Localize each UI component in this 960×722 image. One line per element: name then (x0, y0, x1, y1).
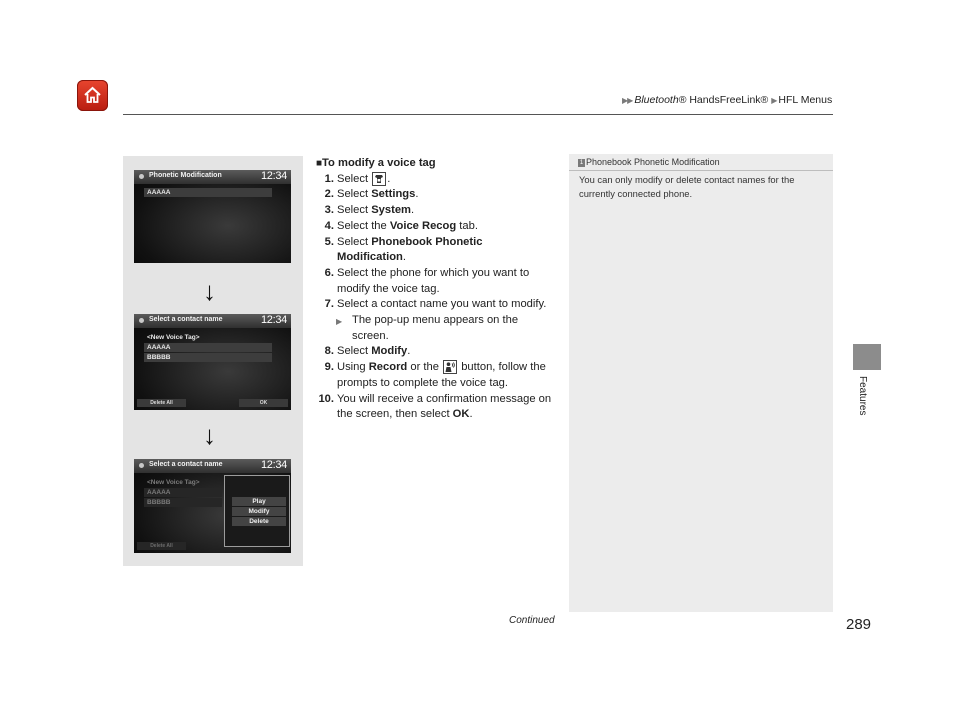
step-7: 7. Select a contact name you want to modify. (324, 298, 547, 311)
screen-title: Phonetic Modification (149, 172, 222, 179)
step-1: 1. Select . (324, 172, 391, 185)
breadcrumb (622, 94, 832, 106)
note-text: You can only modify or delete contact names for the currently connected phone. (579, 174, 795, 199)
contact-row[interactable]: BBBBB (144, 353, 272, 362)
status-dot-icon (139, 463, 144, 468)
contact-row[interactable]: AAAAA (144, 488, 222, 497)
popup-play[interactable]: Play (232, 497, 286, 506)
result-arrow-icon: ▶ (336, 317, 343, 327)
step-10: 10. You will receive a confirmation message on the screen, then select OK. (318, 392, 552, 421)
square-bullet-icon: ■ (316, 158, 323, 169)
note-box (569, 154, 833, 612)
breadcrumb-bluetooth: Bluetooth (634, 94, 679, 106)
screen-header (134, 459, 291, 473)
screen-clock: 12:34 (260, 459, 287, 471)
section-heading: ■To modify a voice tag (316, 157, 436, 169)
contact-row[interactable]: AAAAA (144, 188, 272, 197)
status-dot-icon (139, 174, 144, 179)
features-tab-label: Features (857, 376, 868, 416)
contact-row[interactable]: AAAAA (144, 343, 272, 352)
breadcrumb-handsfreelink: ® HandsFreeLink® (678, 94, 769, 106)
talk-icon (443, 360, 457, 374)
new-voice-tag-row[interactable]: <New Voice Tag> (147, 479, 200, 486)
status-dot-icon (139, 318, 144, 323)
step-9: 9. Using Record or the button, follow the prompts to complete the voice tag. (324, 361, 546, 389)
features-tab-marker[interactable] (853, 344, 881, 370)
screen-header (134, 170, 291, 184)
breadcrumb-hfl-menus: HFL Menus (778, 94, 833, 106)
phonetic-modification-screen (134, 170, 291, 263)
delete-all-button[interactable]: Delete All (137, 542, 186, 550)
step-7-result: ▶ The pop-up menu appears on the screen. (336, 314, 519, 342)
step-3: 3. Select System. (324, 204, 415, 217)
delete-all-button[interactable]: Delete All (137, 399, 186, 407)
note-badge: 1 (579, 160, 584, 166)
select-contact-popup-screen (134, 459, 291, 553)
step-6: 6. Select the phone for which you want to modify the voice tag. (324, 266, 530, 295)
down-arrow-icon: ↓ (203, 420, 216, 450)
instructions (314, 156, 554, 423)
breadcrumb-arrow-icon: ▶▶ (622, 96, 633, 105)
down-arrow-icon: ↓ (203, 276, 216, 306)
new-voice-tag-row[interactable]: <New Voice Tag> (147, 334, 200, 341)
select-contact-screen (134, 314, 291, 410)
popup-delete[interactable]: Delete (232, 517, 286, 526)
step-5: 5. Select Phonebook Phonetic Modification. (324, 235, 483, 264)
breadcrumb-arrow-icon: ▶ (771, 96, 777, 105)
screen-clock: 12:34 (260, 170, 287, 182)
home-icon (82, 85, 103, 106)
screen-title: Select a contact name (149, 316, 223, 323)
screen-illustration-panel (123, 156, 303, 566)
popup-menu (224, 475, 290, 547)
page-number: 289 (846, 616, 872, 633)
home-button[interactable] (77, 80, 108, 111)
continued-label: Continued (509, 615, 555, 626)
contact-row[interactable]: BBBBB (144, 498, 222, 507)
ok-button[interactable]: OK (239, 399, 288, 407)
step-8: 8. Select Modify. (324, 345, 411, 358)
step-4: 4. Select the Voice Recog tab. (324, 219, 478, 232)
screen-clock: 12:34 (260, 314, 287, 326)
note-title: 1 Phonebook Phonetic Modification (579, 157, 720, 167)
note-divider (569, 170, 833, 171)
screen-header (134, 314, 291, 328)
phone-icon (372, 172, 386, 186)
popup-modify[interactable]: Modify (232, 507, 286, 516)
header-rule (123, 114, 833, 115)
step-2: 2. Select Settings. (324, 188, 419, 201)
screen-title: Select a contact name (149, 461, 223, 468)
